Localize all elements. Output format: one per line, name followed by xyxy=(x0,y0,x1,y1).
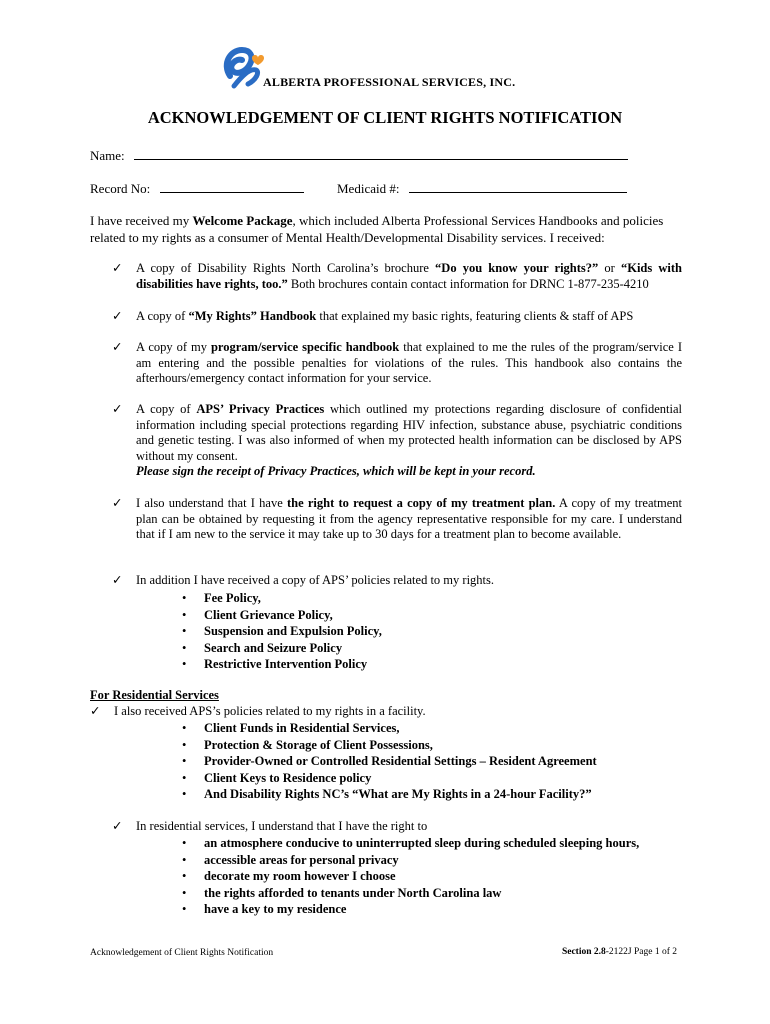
list-item: • have a key to my residence xyxy=(182,901,639,918)
facility-policies-list xyxy=(182,720,597,803)
checkmark-icon: ✓ xyxy=(90,704,101,718)
list-item: • Client Funds in Residential Services, xyxy=(182,720,597,737)
check-item-aps-policies: ✓ In addition I have received a copy of APS’ policies related to my rights. xyxy=(112,573,495,587)
checkmark-icon: ✓ xyxy=(112,496,123,510)
check-item-drnc: ✓ A copy of Disability Rights North Carolina’s brochure “Do you know your rights?” or “Kids with disabilities have rights, too.” Both brochures contain contact information for DRNC 1-877-235-4210 xyxy=(112,261,682,291)
welcome-package-text: Welcome Package xyxy=(192,213,293,228)
medicaid-field-row xyxy=(337,180,627,197)
intro-paragraph xyxy=(90,212,682,246)
letterhead xyxy=(220,46,640,90)
list-item: • Restrictive Intervention Policy xyxy=(182,656,382,673)
intro-text: I have received my xyxy=(90,213,193,228)
footer-page-info: Section 2.8-2122J Page 1 of 2 xyxy=(561,947,677,957)
name-field-row xyxy=(90,147,628,164)
document-title: ACKNOWLEDGEMENT OF CLIENT RIGHTS NOTIFICATION xyxy=(147,108,623,127)
list-item: • Protection & Storage of Client Possessions, xyxy=(182,737,597,754)
name-input-line[interactable] xyxy=(134,147,628,160)
residential-rights-list xyxy=(182,835,639,918)
checkmark-icon: ✓ xyxy=(112,309,123,323)
medicaid-label: Medicaid #: xyxy=(337,181,400,196)
list-item: • an atmosphere conducive to uninterrupted sleep during scheduled sleeping hours, xyxy=(182,835,639,852)
policies-list xyxy=(182,590,382,673)
list-item: • Fee Policy, xyxy=(182,590,382,607)
list-item: • Client Grievance Policy, xyxy=(182,607,382,624)
checkmark-icon: ✓ xyxy=(112,261,123,275)
checkmark-icon: ✓ xyxy=(112,340,123,354)
list-item: • Provider-Owned or Controlled Residential Settings – Resident Agreement xyxy=(182,753,597,770)
footer-document-name: Acknowledgement of Client Rights Notification xyxy=(90,948,274,958)
record-label: Record No: xyxy=(90,181,151,196)
organization-name: ALBERTA PROFESSIONAL SERVICES, INC. xyxy=(263,75,516,89)
checkmark-icon: ✓ xyxy=(112,402,123,416)
check-item-privacy-practices: ✓ A copy of APS’ Privacy Practices which outlined my protections regarding disclosure of confidential information including special protections regarding HIV infection, substance abuse, psychiatric conditions and genetic testing. I was also informed of when my protected health information can be disclosed by APS without my consent. Please sign the receipt of Privacy Practices, which will be kept in your record. xyxy=(112,402,683,478)
list-item: • Search and Seizure Policy xyxy=(182,640,382,657)
list-item: • decorate my room however I choose xyxy=(182,868,639,885)
checkmark-icon: ✓ xyxy=(112,819,123,833)
aps-logo-icon xyxy=(220,46,268,90)
intro-text-continued: , which included Alberta Professional Services Handbooks and policies related to my rights as a consumer of Mental Health/Developmental Disability services. I received: xyxy=(90,213,664,245)
checkmark-icon: ✓ xyxy=(112,573,123,587)
check-item-treatment-plan: ✓ I also understand that I have the right to request a copy of my treatment plan. A copy of my treatment plan can be obtained by requesting it from the agency representative responsible for my care. I understand that if I am new to the service it may take up to 30 days for a treatment plan to become available. xyxy=(112,496,682,541)
list-item: • Client Keys to Residence policy xyxy=(182,770,597,787)
check-item-program-handbook: ✓ A copy of my program/service specific handbook that explained to me the rules of the program/service I am entering and the possible penalties for violations of the rules. This handbook also contains the afterhours/emergency contact information for your service. xyxy=(112,340,682,385)
record-input-line[interactable] xyxy=(160,180,304,193)
residential-services-heading: For Residential Services xyxy=(90,688,219,702)
name-label: Name: xyxy=(90,148,125,163)
check-item-my-rights: ✓ A copy of “My Rights” Handbook that explained my basic rights, featuring clients & staff of APS xyxy=(112,309,634,323)
record-field-row xyxy=(90,180,304,197)
list-item: • And Disability Rights NC’s “What are My Rights in a 24-hour Facility?” xyxy=(182,786,597,803)
list-item: • accessible areas for personal privacy xyxy=(182,852,639,869)
check-item-residential-rights: ✓ In residential services, I understand that I have the right to xyxy=(112,819,428,833)
check-item-facility-policies: ✓ I also received APS’s policies related to my rights in a facility. xyxy=(90,704,426,718)
medicaid-input-line[interactable] xyxy=(409,180,627,193)
list-item: • the rights afforded to tenants under North Carolina law xyxy=(182,885,639,902)
list-item: • Suspension and Expulsion Policy, xyxy=(182,623,382,640)
privacy-signature-note: Please sign the receipt of Privacy Practices, which will be kept in your record. xyxy=(136,464,536,478)
